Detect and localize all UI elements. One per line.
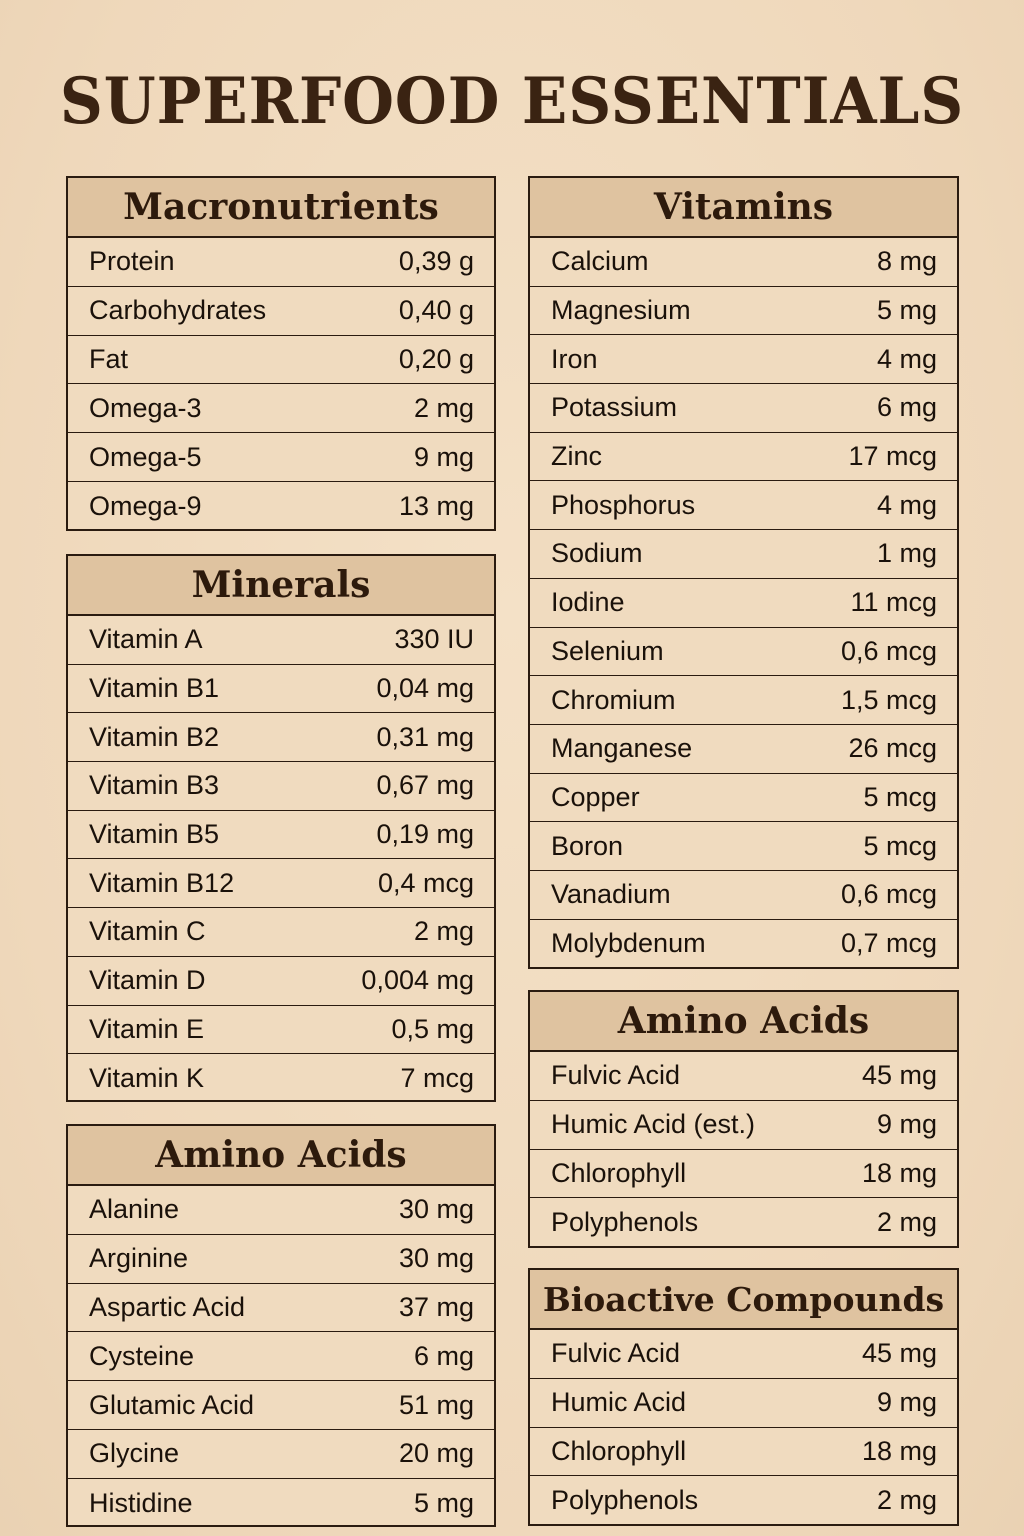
- nutrient-value: 1 mg: [876, 538, 937, 569]
- table-row: [68, 859, 494, 908]
- nutrient-value: 11 mcg: [850, 587, 937, 618]
- table-row: [68, 287, 494, 336]
- nutrient-name: Vitamin C: [89, 916, 206, 947]
- nutrient-name: Vitamin K: [89, 1063, 205, 1094]
- nutrient-name: Vitamin A: [89, 624, 203, 655]
- nutrient-name: Vitamin B2: [89, 721, 220, 752]
- nutrient-value: 8 mg: [876, 246, 937, 277]
- nutrient-name: Humic Acid (est.): [551, 1109, 756, 1140]
- nutrient-name: Chlorophyll: [551, 1157, 687, 1188]
- nutrient-name: Alanine: [89, 1194, 180, 1225]
- nutrient-name: Polyphenols: [551, 1485, 699, 1516]
- nutrient-value: 45 mg: [861, 1338, 937, 1369]
- nutrient-name: Sodium: [551, 538, 643, 569]
- nutrient-name: Cysteine: [89, 1340, 195, 1371]
- nutrient-value: 0,004 mg: [361, 965, 474, 996]
- nutrient-value: 37 mg: [398, 1291, 474, 1322]
- table-row: [530, 1052, 957, 1101]
- nutrient-value: 2 mg: [876, 1207, 937, 1238]
- nutrient-value: 9 mg: [413, 441, 474, 472]
- table-row: [530, 481, 957, 530]
- panel-amino-acids-left: [66, 1124, 496, 1527]
- nutrient-name: Vitamin B3: [89, 770, 220, 801]
- panel-bioactive-compounds: [528, 1268, 959, 1526]
- nutrient-value: 0,6 mcg: [840, 635, 937, 666]
- nutrient-value: 0,20 g: [398, 343, 474, 374]
- table-row: [530, 1428, 957, 1477]
- nutrient-value: 30 mg: [398, 1194, 474, 1225]
- table-row: [68, 1006, 494, 1055]
- table-row: [68, 384, 494, 433]
- table-row: [68, 336, 494, 385]
- nutrient-value: 2 mg: [876, 1485, 937, 1516]
- nutrient-value: 4 mg: [876, 489, 937, 520]
- nutrient-name: Aspartic Acid: [89, 1291, 246, 1322]
- nutrient-name: Glutamic Acid: [89, 1389, 255, 1420]
- panel-heading: Amino Acids: [68, 1126, 494, 1186]
- table-row: [530, 822, 957, 871]
- nutrient-value: 0,5 mg: [391, 1013, 474, 1044]
- table-row: [68, 713, 494, 762]
- nutrient-value: 7 mcg: [400, 1063, 474, 1094]
- nutrient-value: 0,67 mg: [376, 770, 474, 801]
- nutrient-value: 1,5 mcg: [840, 684, 937, 715]
- table-row: [530, 1150, 957, 1199]
- table-row: [530, 628, 957, 677]
- table-row: [530, 384, 957, 433]
- table-row: [68, 238, 494, 287]
- nutrient-name: Magnesium: [551, 295, 691, 326]
- nutrient-name: Manganese: [551, 733, 693, 764]
- nutrient-value: 5 mg: [876, 295, 937, 326]
- panel-heading: Vitamins: [530, 178, 957, 238]
- panel-amino-acids-right: [528, 990, 959, 1248]
- nutrient-name: Molybdenum: [551, 928, 706, 959]
- nutrient-name: Potassium: [551, 392, 678, 423]
- nutrient-name: Vanadium: [551, 879, 671, 910]
- nutrient-value: 0,31 mg: [376, 721, 474, 752]
- table-row: [68, 616, 494, 665]
- table-row: [68, 1054, 494, 1103]
- nutrient-name: Carbohydrates: [89, 295, 267, 326]
- nutrient-value: 0,19 mg: [376, 819, 474, 850]
- table-row: [530, 287, 957, 336]
- nutrient-value: 9 mg: [876, 1109, 937, 1140]
- nutrient-value: 2 mg: [413, 916, 474, 947]
- nutrient-value: 30 mg: [398, 1243, 474, 1274]
- panel-heading: Minerals: [68, 556, 494, 616]
- panel-macronutrients: [66, 176, 496, 531]
- nutrient-value: 17 mcg: [848, 441, 937, 472]
- nutrient-value: 51 mg: [398, 1389, 474, 1420]
- table-row: [530, 1379, 957, 1428]
- table-row: [68, 1235, 494, 1284]
- nutrient-value: 0,6 mcg: [840, 879, 937, 910]
- nutrient-name: Arginine: [89, 1243, 189, 1274]
- table-row: [530, 238, 957, 287]
- table-row: [530, 579, 957, 628]
- table-row: [68, 1284, 494, 1333]
- nutrient-name: Chlorophyll: [551, 1435, 687, 1466]
- table-row: [68, 908, 494, 957]
- table-row: [68, 1430, 494, 1479]
- nutrient-name: Phosphorus: [551, 489, 696, 520]
- nutrient-value: 5 mcg: [863, 781, 937, 812]
- nutrient-value: 0,40 g: [398, 295, 474, 326]
- table-row: [530, 1198, 957, 1247]
- nutrient-value: 5 mg: [413, 1487, 474, 1518]
- nutrient-name: Boron: [551, 830, 624, 861]
- nutrient-name: Fulvic Acid: [551, 1060, 681, 1091]
- nutrient-value: 6 mg: [876, 392, 937, 423]
- table-row: [530, 774, 957, 823]
- panel-heading: Amino Acids: [530, 992, 957, 1052]
- nutrient-name: Copper: [551, 781, 640, 812]
- nutrient-value: 13 mg: [398, 490, 474, 521]
- nutrient-value: 5 mcg: [863, 830, 937, 861]
- nutrient-value: 18 mg: [861, 1157, 937, 1188]
- nutrient-value: 2 mg: [413, 392, 474, 423]
- table-row: [68, 1186, 494, 1235]
- nutrient-value: 45 mg: [861, 1060, 937, 1091]
- table-row: [530, 1330, 957, 1379]
- table-row: [68, 665, 494, 714]
- table-row: [68, 1332, 494, 1381]
- nutrient-value: 26 mcg: [848, 733, 937, 764]
- nutrient-value: 6 mg: [413, 1340, 474, 1371]
- nutrient-name: Vitamin B12: [89, 867, 235, 898]
- nutrient-name: Chromium: [551, 684, 676, 715]
- nutrient-name: Vitamin B5: [89, 819, 220, 850]
- table-row: [68, 811, 494, 860]
- table-row: [530, 530, 957, 579]
- nutrient-value: 0,04 mg: [376, 673, 474, 704]
- table-row: [68, 433, 494, 482]
- nutrient-name: Vitamin E: [89, 1013, 205, 1044]
- panel-minerals: [66, 554, 496, 1102]
- panel-heading: Bioactive Compounds: [530, 1270, 957, 1330]
- nutrient-name: Iodine: [551, 587, 625, 618]
- nutrient-value: 20 mg: [398, 1438, 474, 1469]
- nutrient-name: Selenium: [551, 635, 664, 666]
- nutrient-value: 0,4 mcg: [377, 867, 474, 898]
- nutrient-name: Protein: [89, 246, 175, 277]
- nutrient-name: Polyphenols: [551, 1207, 699, 1238]
- table-row: [68, 957, 494, 1006]
- nutrient-name: Fat: [89, 343, 129, 374]
- nutrient-name: Humic Acid: [551, 1387, 687, 1418]
- nutrient-name: Fulvic Acid: [551, 1338, 681, 1369]
- nutrient-name: Histidine: [89, 1487, 193, 1518]
- table-row: [68, 1479, 494, 1528]
- nutrient-value: 4 mg: [876, 343, 937, 374]
- nutrient-name: Omega-9: [89, 490, 202, 521]
- nutrient-name: Omega-3: [89, 392, 202, 423]
- table-row: [68, 1381, 494, 1430]
- table-row: [530, 725, 957, 774]
- table-row: [530, 1476, 957, 1525]
- table-row: [68, 482, 494, 531]
- nutrient-name: Iron: [551, 343, 598, 374]
- nutrient-value: 9 mg: [876, 1387, 937, 1418]
- nutrient-name: Calcium: [551, 246, 649, 277]
- nutrient-name: Vitamin D: [89, 965, 206, 996]
- nutrient-name: Vitamin B1: [89, 673, 220, 704]
- nutrient-name: Omega-5: [89, 441, 202, 472]
- table-row: [530, 1101, 957, 1150]
- nutrient-value: 0,7 mcg: [840, 928, 937, 959]
- table-row: [530, 335, 957, 384]
- nutrient-name: Glycine: [89, 1438, 180, 1469]
- table-row: [530, 920, 957, 969]
- nutrient-value: 0,39 g: [398, 246, 474, 277]
- page-title: SUPERFOOD ESSENTIALS: [59, 64, 965, 139]
- nutrient-value: 330 IU: [394, 624, 474, 655]
- nutrient-value: 18 mg: [861, 1435, 937, 1466]
- table-row: [530, 871, 957, 920]
- panel-vitamins: [528, 176, 959, 969]
- table-row: [530, 433, 957, 482]
- table-row: [68, 762, 494, 811]
- panel-heading: Macronutrients: [68, 178, 494, 238]
- table-row: [530, 676, 957, 725]
- nutrient-name: Zinc: [551, 441, 603, 472]
